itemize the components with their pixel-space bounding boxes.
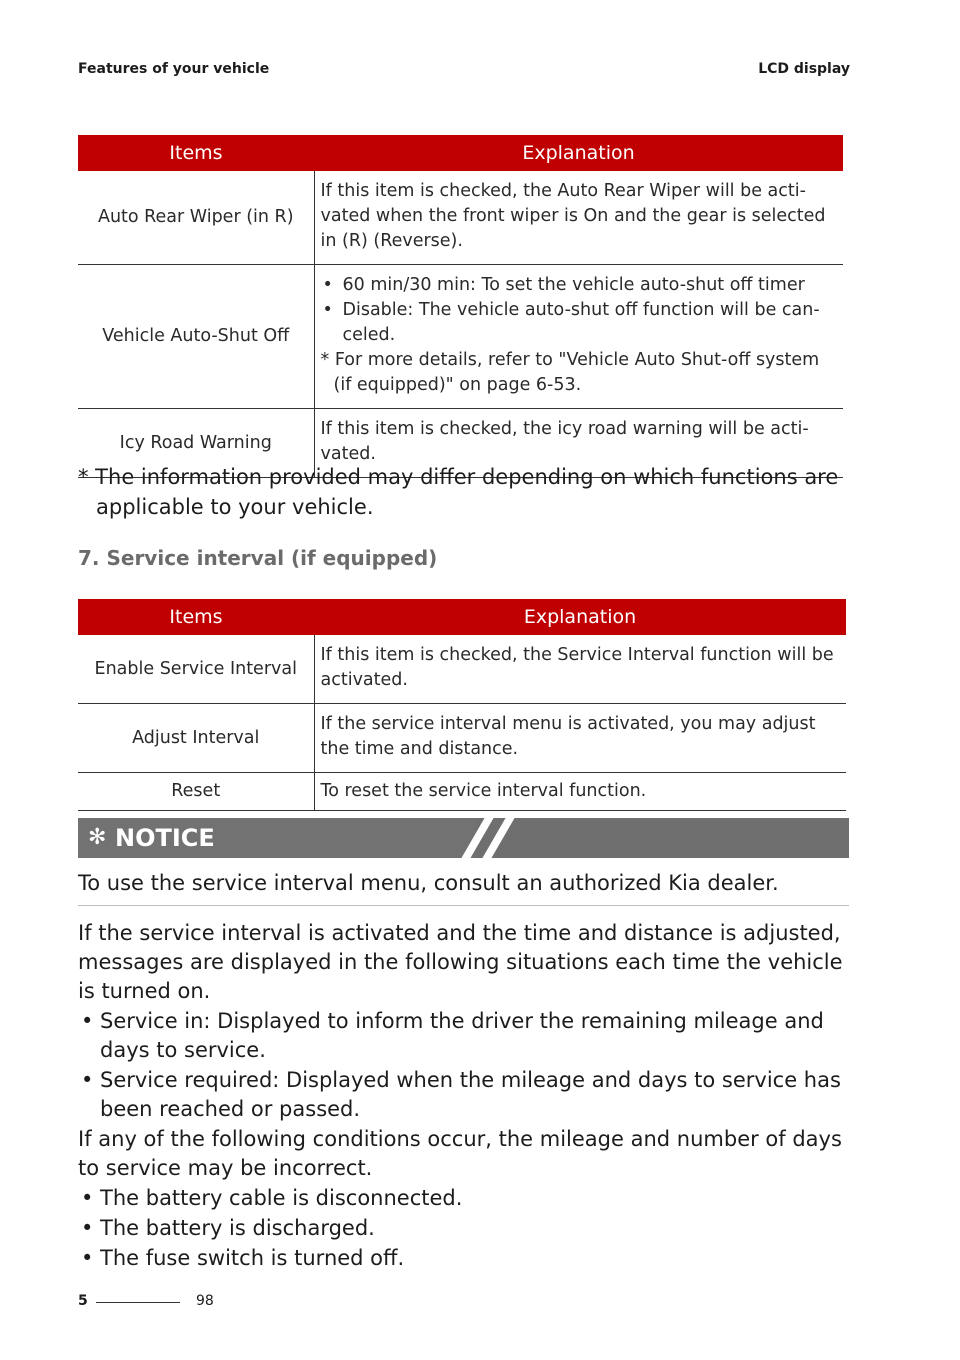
- column-header-items: Items: [78, 135, 314, 171]
- table-row: [78, 773, 846, 811]
- list-item: • The battery cable is disconnected.: [78, 1184, 853, 1213]
- notice-banner: [78, 818, 849, 858]
- list-item: • Service in: Displayed to inform the driver the remaining mileage and days to service.: [78, 1007, 853, 1065]
- paragraph: If any of the following conditions occur, the mileage and number of days to service may be incorrect.: [78, 1127, 842, 1180]
- table-cell-item: Enable Service Interval: [78, 635, 314, 704]
- list-item: • Service required: Displayed when the mileage and days to service has been reached or passed.: [78, 1066, 853, 1124]
- table-cell-explanation: If this item is checked, the Auto Rear Wiper will be acti-vated when the front wiper is On and the gear is selected in (R) (Reverse).: [314, 171, 843, 265]
- list-item: • Disable: The vehicle auto-shut off function will be can-celed.: [321, 298, 838, 348]
- cross-reference-note: * For more details, refer to "Vehicle Auto Shut-off system (if equipped)" on page 6-53.: [320, 350, 820, 395]
- column-header-explanation: Explanation: [314, 599, 846, 635]
- table-cell-item: Reset: [78, 773, 314, 811]
- table-footnote: * The information provided may differ depending on which functions are applicable to your vehicle.: [78, 465, 839, 519]
- table-row: [78, 265, 843, 409]
- footer-section-number: 5: [78, 1293, 88, 1309]
- table-cell-item: Vehicle Auto-Shut Off: [78, 265, 314, 409]
- bullet-list: [78, 1184, 853, 1273]
- section-heading: 7. Service interval (if equipped): [78, 546, 438, 570]
- column-header-explanation: Explanation: [314, 135, 843, 171]
- table-cell-explanation: If the service interval menu is activated, you may adjust the time and distance.: [314, 704, 846, 773]
- notice-title: NOTICE: [115, 824, 215, 852]
- explanation-bullet-list: [321, 273, 838, 348]
- table-cell-explanation: [314, 265, 843, 409]
- bullet-list: [78, 1007, 853, 1124]
- table-cell-explanation: If this item is checked, the Service Interval function will be activated.: [314, 635, 846, 704]
- running-header-section: Features of your vehicle: [78, 61, 270, 77]
- list-item: • 60 min/30 min: To set the vehicle auto-shut off timer: [321, 273, 838, 298]
- table-cell-item: Auto Rear Wiper (in R): [78, 171, 314, 265]
- footer-page-number: 98: [196, 1293, 214, 1309]
- table-cell-explanation: If this item is checked, the icy road warning will be acti-vated.: [314, 409, 843, 478]
- table-cell-item: Icy Road Warning: [78, 409, 314, 478]
- table-header-row: [78, 599, 846, 635]
- notice-asterisk-icon: ✻: [88, 825, 107, 850]
- notice-divider: [78, 905, 849, 906]
- column-header-items: Items: [78, 599, 314, 635]
- body-text: [78, 919, 853, 1274]
- footer-divider: [96, 1302, 180, 1303]
- table-row: [78, 171, 843, 265]
- table-cell-explanation: To reset the service interval function.: [314, 773, 846, 811]
- table-row: [78, 704, 846, 773]
- table-row: [78, 635, 846, 704]
- notice-text: To use the service interval menu, consult an authorized Kia dealer.: [78, 871, 779, 895]
- running-header-topic: LCD display: [758, 61, 850, 77]
- table-header-row: [78, 135, 843, 171]
- lcd-settings-table: [78, 135, 843, 478]
- list-item: • The fuse switch is turned off.: [78, 1244, 853, 1273]
- service-interval-table: [78, 599, 846, 811]
- list-item: • The battery is discharged.: [78, 1214, 853, 1243]
- paragraph: If the service interval is activated and the time and distance is adjusted, messages are displayed in the following situations each time the vehicle is turned on.: [78, 921, 843, 1003]
- table-cell-item: Adjust Interval: [78, 704, 314, 773]
